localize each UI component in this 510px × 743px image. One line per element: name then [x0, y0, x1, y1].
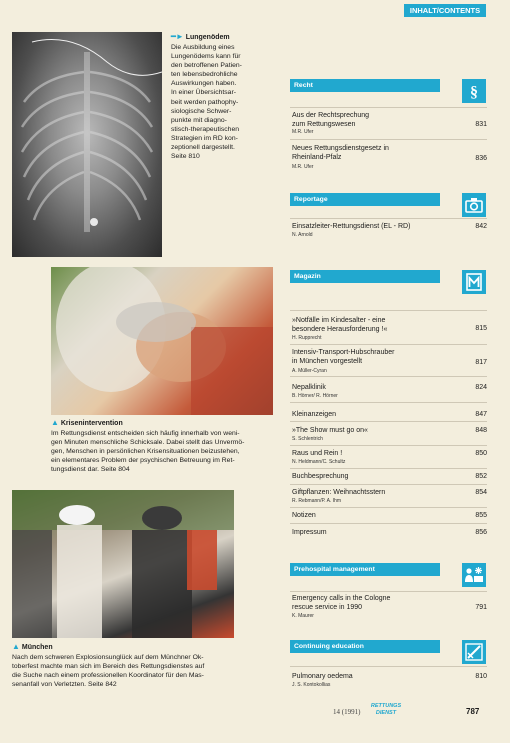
toc-entry-page: 854 — [475, 489, 487, 496]
arrow-up-icon: ▲ — [51, 418, 59, 427]
caption-krisenintervention — [51, 418, 283, 474]
svg-text:§: § — [470, 84, 478, 100]
divider — [290, 591, 487, 592]
paragraph-icon — [462, 79, 486, 103]
toc-entry-page: 836 — [475, 155, 487, 162]
section-bar-recht: Recht — [290, 79, 440, 92]
toc-entry-page: 791 — [475, 604, 487, 611]
toc-entry-title: Kleinanzeigen — [292, 411, 336, 418]
toc-entry-author: K. Maurer — [292, 613, 314, 619]
camera-icon — [462, 193, 486, 217]
divider — [290, 484, 487, 485]
toc-entry-title: Impressum — [292, 529, 327, 536]
toc-entry-author: J. S. Kontokollias — [292, 682, 331, 688]
magazine-icon — [462, 270, 486, 294]
xray-photo — [12, 32, 162, 257]
xray-ribs-graphic — [12, 32, 162, 257]
toc-entry-author: N. Arnold — [292, 232, 313, 238]
toc-entry-title: Intensiv-Transport-Hubschrauber in München vorgestellt — [292, 349, 395, 365]
toc-entry-page: 831 — [475, 121, 487, 128]
rescue-scene-graphic — [51, 267, 273, 415]
divider — [290, 421, 487, 422]
toc-entry-page: 850 — [475, 450, 487, 457]
toc-entry-page: 847 — [475, 411, 487, 418]
toc-entry-title: Emergency calls in the Cologne rescue service in 1990 — [292, 595, 391, 611]
issue-number: 14 (1991) — [333, 708, 361, 716]
education-icon — [462, 640, 486, 664]
divider — [290, 376, 487, 377]
divider — [290, 107, 487, 108]
toc-entry-title: Nepalklinik — [292, 384, 326, 391]
arrow-up-icon: ▲ — [12, 642, 20, 651]
divider — [290, 139, 487, 140]
toc-entry-title: Buchbesprechung — [292, 473, 349, 480]
toc-entry-page: 852 — [475, 473, 487, 480]
divider — [290, 344, 487, 345]
toc-entry-author: A. Müller-Cyran — [292, 368, 327, 374]
divider — [290, 310, 487, 311]
toc-entry-author: B. Hörner/ R. Hörner — [292, 393, 338, 399]
caption-lungenoedem — [171, 32, 242, 161]
toc-entry-title: Notizen — [292, 512, 316, 519]
toc-entry-author: N. Heldmann/C. Schultz — [292, 459, 346, 465]
toc-entry-author: M.R. Ufer — [292, 164, 314, 170]
toc-entry-title: Giftpflanzen: Weihnachtsstern — [292, 489, 386, 496]
caption-title: Krisenintervention — [60, 420, 123, 427]
crowd-scene-graphic — [12, 490, 234, 638]
caption-text: Im Rettungsdienst entscheiden sich häufig innerhalb von weni- gen Minuten menschliche Schicksale. Dabei stellt das Unvermö- gen, Menschen in persönlichen Krisensituationen beizustehen, ein elementares Problem der psychischen Betreuung im Ret- tungsdienst dar. Seite 804 — [51, 430, 245, 474]
toc-entry-title: Aus der Rechtsprechung zum Rettungswesen — [292, 112, 370, 128]
toc-entry-title: »Notfälle im Kindesalter - eine besondere Herausforderung !« — [292, 317, 388, 333]
divider — [290, 445, 487, 446]
toc-entry-title: Einsatzleiter-Rettungsdienst (EL - RD) — [292, 223, 411, 230]
toc-entry-page: 810 — [475, 673, 487, 680]
divider — [290, 523, 487, 524]
toc-entry-author: R. Rebmann/P. A. Ihm — [292, 498, 342, 504]
toc-entry-page: 817 — [475, 359, 487, 366]
caption-muenchen — [12, 642, 252, 689]
caption-text: Die Ausbildung eines Lungenödems kann für den betroffenen Patien- ten lebensbedrohliche Auswirkungen haben. In einer Übersichtsar- beit werden pathophy- siologische Schwer- punkte mit diagno- stisch-therapeutischen Strategien im RD kon- zeptionell dargestellt. Seite 810 — [171, 44, 242, 161]
section-bar-reportage: Reportage — [290, 193, 440, 206]
logo-top: RETTUNGS — [370, 703, 402, 709]
logo-bottom: DIENST — [375, 709, 397, 716]
toc-entry-page: 848 — [475, 427, 487, 434]
toc-entry-page: 815 — [475, 325, 487, 332]
toc-entry-title: Neues Rettungsdienstgesetz in Rheinland-Pfalz — [292, 145, 389, 161]
toc-entry-author: M.R. Ufer — [292, 129, 314, 135]
toc-entry-title: Raus und Rein ! — [292, 450, 343, 457]
toc-entry-page: 855 — [475, 512, 487, 519]
section-bar-continuing: Continuing education — [290, 640, 440, 653]
divider — [290, 218, 487, 219]
rettungsdienst-logo — [364, 703, 408, 717]
toc-entry-author: S. Schlentrich — [292, 436, 323, 442]
section-bar-prehospital: Prehospital management — [290, 563, 440, 576]
divider — [290, 507, 487, 508]
divider — [290, 468, 487, 469]
toc-entry-page: 856 — [475, 529, 487, 536]
rescue-team-icon — [462, 563, 486, 587]
toc-entry-author: H. Rupprecht — [292, 335, 322, 341]
munich-crowd-photo — [12, 490, 234, 638]
caption-title: München — [21, 644, 53, 651]
toc-entry-title: Pulmonary oedema — [292, 673, 353, 680]
toc-entry-title: »The Show must go on« — [292, 427, 368, 434]
section-bar-magazin: Magazin — [290, 270, 440, 283]
arrow-right-icon: ━► — [171, 32, 184, 41]
page-number: 787 — [466, 707, 480, 716]
divider — [290, 402, 487, 403]
caption-text: Nach dem schweren Explosionsunglück auf dem Münchner Ok- toberfest machte man sich im Bereich des Rettungsdienstes auf die Suche nach einem professionellen Koordinator für den Mas- senanfall von Verletzten. Seite 842 — [12, 654, 205, 689]
contents-header-tab: INHALT/CONTENTS — [404, 4, 486, 17]
divider — [290, 666, 487, 667]
toc-entry-page: 842 — [475, 223, 487, 230]
toc-entry-page: 824 — [475, 384, 487, 391]
caption-title: Lungenödem — [185, 34, 230, 41]
rescue-scene-photo — [51, 267, 273, 415]
